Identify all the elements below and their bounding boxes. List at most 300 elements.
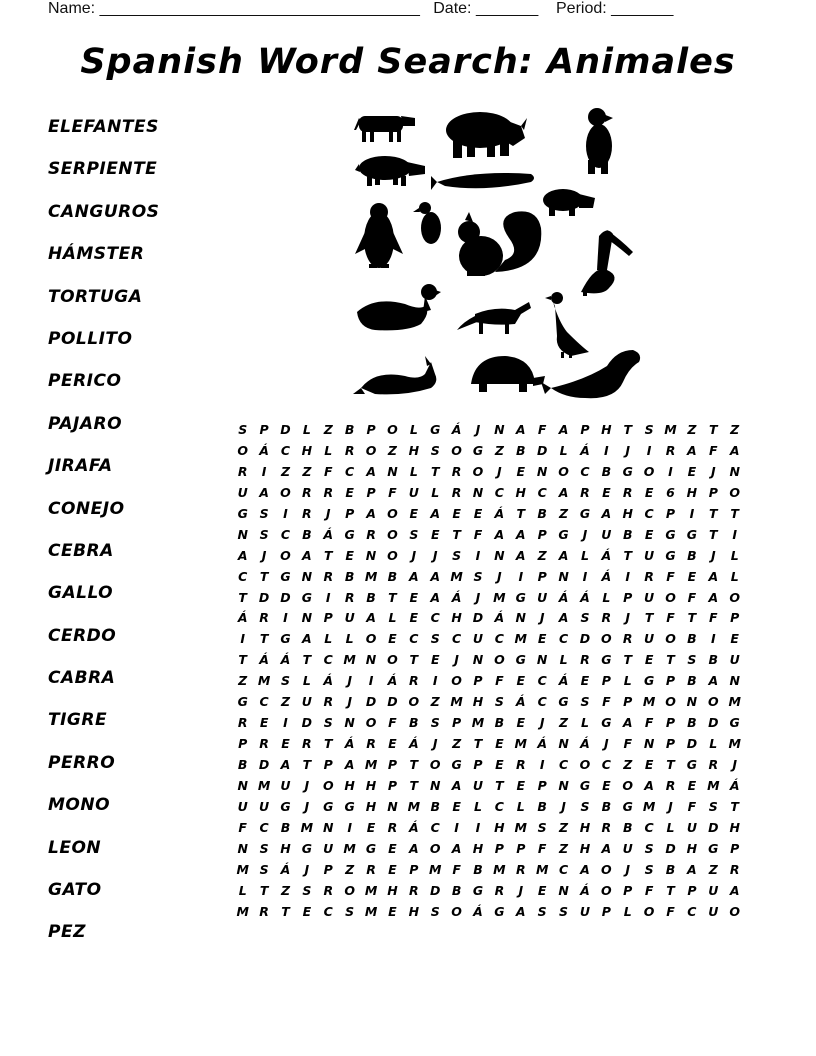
grid-cell: R [302,484,312,500]
grid-cell: R [366,526,376,542]
grid-cell: A [451,840,462,856]
grid-cell: C [644,819,654,835]
grid-row [232,776,745,797]
grid-cell: R [665,777,676,793]
grid-cell: T [730,505,739,521]
grid-cell: L [431,484,440,500]
grid-cell: U [344,610,355,626]
grid-cell: P [623,882,633,898]
grid-cell: J [347,673,352,689]
grid-cell: F [687,798,697,814]
grid-cell: B [409,715,419,731]
grid-cell: G [301,840,312,856]
grid-cell: B [430,798,440,814]
grid-cell: A [280,757,291,772]
grid-cell: I [432,673,438,689]
grid-cell: F [666,903,675,919]
grid-cell: N [729,673,740,689]
grid-cell: O [365,631,377,647]
grid-cell: M [728,694,741,710]
grid-cell: G [686,757,698,772]
word-item: MONO [48,795,111,816]
grid-cell: Z [537,547,547,563]
grid-cell: U [408,484,419,500]
grid-cell: R [622,631,633,647]
grid-cell: P [259,422,269,437]
grid-cell: G [280,798,291,814]
grid-cell: R [580,484,590,500]
grid-cell: U [579,903,591,919]
grid-cell: N [365,652,377,668]
grid-cell: C [537,484,547,500]
grid-cell: P [366,484,376,500]
grid-cell: I [325,589,331,605]
grid-cell: U [644,547,655,563]
grid-cell: O [451,673,462,689]
grid-cell: U [708,882,719,898]
grid-cell: U [686,819,697,835]
grid-cell: I [475,819,481,835]
grid-cell: C [601,757,611,772]
grid-cell: G [665,547,676,563]
grid-cell: S [580,610,590,626]
grid-cell: T [709,505,718,521]
grid-cell: L [324,442,333,458]
grid-cell: R [515,757,526,772]
grid-cell: R [302,736,312,752]
grid-cell: Á [580,736,590,752]
grid-cell: S [430,715,440,731]
grid-cell: D [258,757,270,772]
grid-cell: L [516,798,525,814]
grid-cell: I [368,673,374,689]
grid-cell: S [259,840,269,856]
grid-cell: Z [559,505,569,521]
grid-cell: B [601,798,612,814]
grid-cell: N [344,715,355,731]
grid-cell: O [729,903,740,919]
grid-cell: N [515,610,526,626]
grid-cell: D [301,715,313,731]
grid-cell: E [602,484,611,500]
grid-cell: R [366,861,376,877]
grid-cell: O [280,484,291,500]
grid-cell: O [643,903,655,919]
grid-cell: Z [623,757,633,772]
grid-cell: T [302,652,312,668]
grid-cell: O [429,757,441,772]
grid-cell: A [366,610,376,626]
grid-cell: R [622,484,633,500]
grid-cell: C [537,673,547,689]
grid-cell: E [516,715,526,731]
grid-cell: G [472,882,484,898]
grid-cell: P [665,673,676,689]
word-item: LEON [48,837,102,858]
grid-cell: Á [580,589,590,605]
grid-cell: M [257,777,271,793]
grid-cell: R [259,610,269,626]
grid-cell: P [730,610,740,626]
grid-cell: P [494,840,504,856]
grid-cell: E [644,757,654,772]
grid-cell: N [536,463,548,479]
grid-cell: T [666,882,675,898]
grid-cell: D [708,819,719,835]
grid-cell: C [558,757,569,772]
grid-cell: T [666,757,675,772]
word-item: CERDO [48,625,117,646]
grid-cell: L [409,463,418,479]
grid-cell: R [451,484,462,500]
grid-cell: G [280,568,291,584]
grid-cell: P [366,422,376,437]
grid-cell: M [364,882,378,898]
grid-cell: M [364,757,378,772]
grid-cell: A [408,568,419,584]
grid-row [232,713,745,734]
grid-cell: C [259,819,269,835]
grid-cell: P [387,777,398,793]
grid-cell: N [237,777,248,793]
grid-cell: M [514,819,527,835]
grid-cell: A [430,589,441,605]
grid-cell: I [539,757,545,772]
grid-cell: E [452,798,461,814]
grid-cell: A [558,547,569,563]
grid-cell: C [430,819,440,835]
grid-cell: B [473,861,483,877]
grid-cell: F [709,610,718,626]
grid-row [232,525,745,546]
grid-cell: R [729,861,740,877]
grid-cell: H [365,777,377,793]
grid-cell: O [665,589,676,605]
grid-cell: F [537,840,547,856]
grid-cell: R [451,463,462,479]
grid-cell: G [237,694,248,710]
grid-cell: T [409,777,419,793]
grid-cell: T [730,798,739,814]
grid-cell: G [686,526,698,542]
grid-cell: C [259,694,269,710]
grid-cell: B [387,568,398,584]
grid-cell: J [604,736,609,752]
grid-cell: R [665,442,676,458]
grid-cell: G [665,526,676,542]
grid-cell: F [666,568,675,584]
grid-cell: Z [452,736,462,752]
grid-cell: Á [580,442,590,458]
grid-cell: F [473,526,483,542]
grid-cell: Á [451,589,462,605]
grid-cell: S [644,861,654,877]
grid-cell: H [472,694,484,710]
grid-cell: S [580,798,590,814]
grid-cell: B [537,798,547,814]
grid-cell: S [708,798,718,814]
grid-cell: E [388,736,397,752]
grid-cell: Á [259,652,269,668]
grid-cell: B [344,422,355,437]
word-item: JIRAFA [48,456,113,477]
grid-cell: N [643,736,655,752]
grid-cell: O [408,694,420,710]
grid-cell: R [344,442,355,458]
grid-row [232,671,745,692]
grid-cell: A [687,861,697,877]
grid-cell: O [237,442,249,458]
grid-cell: P [537,568,547,584]
grid-cell: E [495,757,504,772]
grid-cell: I [710,631,716,647]
grid-cell: D [280,422,291,437]
grid-cell: L [730,568,739,584]
pig-icon [355,156,425,186]
grid-cell: D [665,840,676,856]
grid-cell: 6 [666,484,675,500]
grid-cell: O [322,777,334,793]
grid-cell: A [580,861,590,877]
grid-cell: D [387,694,398,710]
grid-cell: C [580,463,590,479]
grid-cell: N [472,484,484,500]
grid-cell: F [323,463,333,479]
grid-cell: N [429,777,441,793]
grid-cell: N [494,422,505,437]
grid-row [232,797,745,818]
grid-cell: M [364,903,378,919]
grid-row [232,441,745,462]
grid-row [232,420,745,441]
grid-cell: S [323,715,333,731]
grid-cell: O [729,589,740,605]
whale-icon [431,173,534,190]
grid-row [232,567,745,588]
grid-cell: N [387,463,398,479]
grid-cell: N [237,526,248,542]
grid-cell: N [387,798,398,814]
grid-cell: M [343,840,356,856]
grid-cell: O [387,547,398,563]
grid-cell: B [622,819,633,835]
grid-cell: Z [302,463,312,479]
grid-cell: U [644,631,655,647]
grid-cell: E [259,715,269,731]
grid-cell: E [687,777,697,793]
grid-cell: Á [537,736,547,752]
grid-cell: A [237,547,248,563]
grid-cell: O [579,757,591,772]
grid-cell: P [387,757,398,772]
grid-cell: B [237,757,248,772]
grid-cell: O [429,840,441,856]
grid-cell: C [323,652,333,668]
grid-cell: A [515,422,526,437]
seal-icon [541,350,640,398]
grid-cell: B [451,882,462,898]
grid-row [232,860,745,881]
grid-cell: B [601,463,612,479]
rhino-icon [446,112,527,158]
grid-cell: M [257,673,271,689]
word-item: TORTUGA [48,286,143,307]
grid-cell: G [323,798,334,814]
grid-cell: P [537,777,547,793]
fox-icon [457,302,531,334]
tortoise-icon [471,356,545,392]
grid-cell: G [365,840,377,856]
grid-cell: U [472,777,484,793]
grid-cell: E [388,840,397,856]
grid-cell: T [323,736,333,752]
grid-cell: Z [280,882,291,898]
grid-cell: R [366,736,376,752]
grid-cell: A [451,777,462,793]
grid-cell: Á [729,777,740,793]
grid-cell: U [729,652,740,668]
grid-cell: O [601,631,612,647]
grid-cell: P [516,840,526,856]
grid-cell: P [708,484,718,500]
grid-cell: B [687,631,697,647]
grid-cell: M [364,568,378,584]
grid-cell: I [668,463,673,479]
grid-cell: D [708,715,719,731]
grid-cell: T [323,547,333,563]
grid-cell: C [280,442,291,458]
grid-cell: R [237,463,248,479]
grid-cell: E [388,861,397,877]
grid-cell: L [409,422,418,437]
grid-cell: B [687,715,697,731]
grid-cell: L [388,610,397,626]
grid-cell: J [475,422,481,437]
grid-cell: O [665,694,676,710]
grid-cell: Z [494,442,504,458]
grid-cell: S [473,568,483,584]
word-item: CEBRA [48,540,114,561]
grid-cell: P [623,694,633,710]
grid-cell: M [471,715,485,731]
grid-cell: E [345,484,354,500]
word-item: TIGRE [48,710,108,731]
grid-cell: I [454,819,459,835]
grid-cell: H [494,819,505,835]
grid-cell: N [301,568,313,584]
grid-cell: T [709,526,718,542]
grid-cell: G [494,903,505,919]
grid-cell: N [237,840,248,856]
grid-cell: P [601,673,611,689]
grid-cell: F [709,442,718,458]
grid-cell: T [687,610,697,626]
grid-cell: R [259,903,269,919]
grid-cell: B [708,652,719,668]
grid-cell: T [388,589,397,605]
grid-cell: M [343,652,356,668]
grid-cell: J [454,652,459,668]
grid-cell: N [558,736,569,752]
word-item: POLLITO [48,328,133,349]
grid-row [232,692,745,713]
grid-cell: N [558,568,569,584]
grid-cell: D [365,694,377,710]
word-list [48,112,159,960]
grid-cell: H [472,840,484,856]
grid-cell: O [451,442,462,458]
grid-cell: G [451,757,462,772]
grid-cell: P [665,736,676,752]
grid-cell: I [689,505,695,521]
grid-cell: G [708,840,719,856]
grid-cell: J [432,736,438,752]
grid-cell: T [430,463,440,479]
grid-cell: G [643,673,655,689]
grid-cell: T [281,903,290,919]
grid-cell: J [304,777,310,793]
grid-cell: J [625,861,631,877]
grid-cell: P [409,861,419,877]
grid-cell: G [601,652,612,668]
grid-cell: J [411,547,417,563]
grid-cell: R [302,505,312,521]
grid-cell: N [323,819,334,835]
grid-cell: L [709,736,718,752]
grid-cell: A [601,505,612,521]
grid-cell: Á [323,673,334,689]
grid-cell: J [497,568,502,584]
grid-cell: O [729,484,740,500]
grid-cell: A [558,484,569,500]
grid-cell: A [515,903,526,919]
grid-cell: M [450,694,463,710]
grid-cell: L [324,631,333,647]
grid-cell: L [559,442,568,458]
grid-cell: D [536,442,548,458]
grid-row [232,483,745,504]
grid-cell: J [539,610,545,626]
grid-cell: E [345,547,354,563]
grid-cell: O [665,631,676,647]
grid-cell: I [240,631,246,647]
grid-cell: B [280,819,291,835]
grid-cell: R [323,568,334,584]
grid-cell: O [387,505,398,521]
grid-cell: C [558,631,569,647]
grid-cell: J [325,505,331,521]
grid-cell: U [644,589,655,605]
grid-cell: T [709,422,718,437]
grid-cell: S [494,694,504,710]
grid-cell: R [409,673,419,689]
grid-cell: H [601,422,612,437]
grid-cell: B [537,505,547,521]
grid-cell: G [472,442,484,458]
grid-cell: G [558,526,569,542]
grid-cell: F [495,673,504,689]
grid-cell: Á [387,673,398,689]
grid-cell: A [622,715,633,731]
grid-cell: P [345,505,355,521]
grid-cell: L [345,631,354,647]
grid-cell: B [494,715,505,731]
grid-cell: J [668,798,673,814]
grid-cell: U [301,694,312,710]
grid-row [232,839,745,860]
grid-cell: R [601,610,612,626]
grid-cell: A [515,526,526,542]
